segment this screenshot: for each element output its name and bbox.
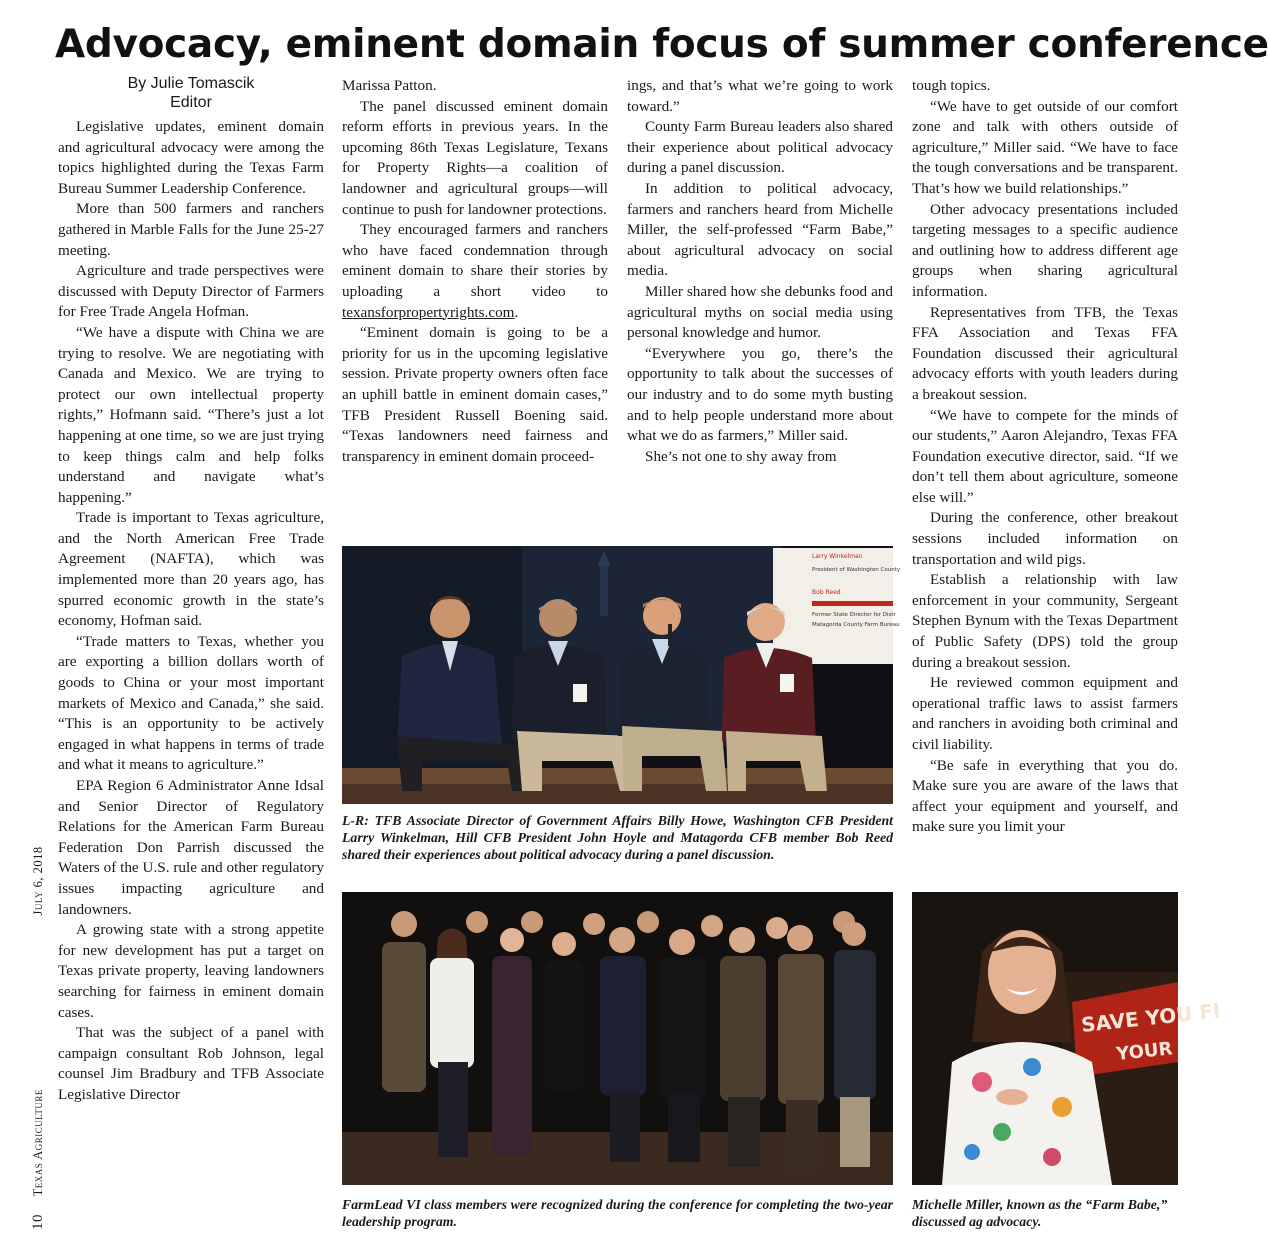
paragraph: “Trade matters to Texas, whether you are exporting a billion dollars worth of goods to China or your most important markets of Mexico and Canada,” she said. “This is an opportunity to be actively engaged in what happens in terms of trade and what it means to agriculture.” [58, 632, 324, 774]
paragraph: Legislative updates, eminent domain and agricultural advocacy were among the topics highlighted during the Texas Farm Bureau Summer Leadership Conference. [58, 118, 324, 197]
paragraph: “Everywhere you go, there’s the opportunity to talk about the successes of our industry and to do some myth busting and to help people understand more about what we do as farmers,” Miller said. [627, 344, 893, 445]
speaker-photo-caption: Michelle Miller, known as the “Farm Babe,” discussed ag advocacy. [912, 1197, 1168, 1229]
paragraph: “We have to compete for the minds of our students,” Aaron Alejandro, Texas FFA Foundation executive director, said. “If we don’t tell them about agriculture, someone else will.” [912, 406, 1178, 506]
article-column-4 [912, 76, 1178, 882]
article-column-1 [58, 117, 324, 1232]
paragraph: A growing state with a strong appetite for new development has put a target on Texas private property, leaving landowners searching for fairness in eminent domain cases. [58, 921, 324, 1021]
paragraph: Representatives from TFB, the Texas FFA Association and Texas FFA Foundation discussed their agricultural advocacy efforts with youth leaders during a breakout session. [912, 303, 1178, 403]
paragraph: More than 500 farmers and ranchers gathered in Marble Falls for the June 25-27 meeting. [58, 200, 324, 259]
screen-label-1: Larry Winkelman [812, 553, 863, 560]
headline: Advocacy, eminent domain focus of summer conference [55, 22, 1269, 67]
paragraph: They encouraged farmers and ranchers who have faced condemnation through eminent domain to share their stories by uploading a short video to texansforpropertyrights.com. [342, 221, 608, 321]
paragraph: “We have a dispute with China we are trying to resolve. We are negotiating with Canada and Mexico. We are trying to protect our own intellectual property rights,” Hofmann said. “There’s just a lot happening at one time, so we are just trying to keep things calm and help folks understand and navigate what’s happening.” [58, 323, 324, 506]
paragraph: Other advocacy presentations included targeting messages to a specific audience and outlining how to address different age groups when sharing agricultural information. [912, 200, 1178, 300]
issue-date: July 6, 2018 [31, 846, 45, 916]
article-column-2 [342, 76, 608, 534]
page-sidebar [30, 846, 47, 1230]
panel-discussion-photo [342, 546, 901, 804]
website-link[interactable]: texansforpropertyrights.com [342, 303, 515, 321]
paragraph: She’s not one to shy away from [645, 447, 837, 465]
paragraph: “We have to get outside of our comfort zone and talk with others outside of agriculture,” Miller said. “We have to face the tough conversations and be transparent. That’s how we build relationships.” [912, 97, 1178, 197]
screen-label-4: Former State Director for Distr [812, 612, 896, 618]
paragraph: “Be safe in everything that you do. Make sure you are aware of the laws that affect your equipment and yourself, and make sure you limit your [912, 756, 1178, 836]
panel-photo-caption: L-R: TFB Associate Director of Government Affairs Billy Howe, Washington CFB President Larry Winkelman, Hill CFB President John Hoyle and Matagorda CFB member Bob Reed shared their experiences about political advocacy during a panel discussion. [342, 813, 893, 862]
page-number: 10 [30, 1214, 46, 1230]
paragraph: tough topics. [912, 77, 991, 94]
screen-label-5: Matagorda County Farm Bureau [812, 622, 900, 628]
paragraph: “Eminent domain is going to be a priority for us in the upcoming legislative session. Private property owners often face an uphill battle in eminent domain cases,” TFB President Russell Boening said. “Texas landowners need fairness and transparency in eminent domain proceed- [342, 324, 608, 465]
paragraph: Marissa Patton. [342, 77, 437, 94]
paragraph: EPA Region 6 Administrator Anne Idsal and Senior Director of Regulatory Relations for the American Farm Bureau Federation Don Parrish discussed the Waters of the U.S. rule and other regulatory issues impacting agriculture and landowners. [58, 777, 324, 918]
front-row-people [382, 911, 876, 1170]
farmlead-group-photo [342, 892, 893, 1185]
byline-author: By Julie Tomascik [127, 75, 255, 92]
screen-label-2: President of Washington County [812, 567, 901, 573]
paragraph: Agriculture and trade perspectives were discussed with Deputy Director of Farmers for Free Trade Angela Hofman. [58, 262, 324, 321]
speaker-photo [912, 892, 1222, 1185]
paragraph: Establish a relationship with law enforcement in your community, Sergeant Stephen Bynum with the Texas Department of Public Safety (DPS) told the group during a breakout session. [912, 571, 1178, 671]
paragraph: He reviewed common equipment and operational traffic laws to assist farmers and ranchers in avoiding both criminal and civil liability. [912, 674, 1178, 753]
paragraph: County Farm Bureau leaders also shared their experience about political advocacy during a panel discussion. [627, 118, 893, 177]
article-column-3 [627, 76, 893, 534]
paragraph-text: They encouraged farmers and ranchers who have faced condemnation through eminent domain to share their stories by uploading a short video to [342, 221, 608, 300]
byline-title: Editor [170, 94, 212, 111]
byline [58, 74, 324, 112]
slide-text-1: SAVE YOU FI [1080, 998, 1222, 1037]
group-photo-caption: FarmLead VI class members were recognized during the conference for completing the two-year leadership program. [342, 1197, 893, 1229]
slide-text-2: YOUR [1115, 1038, 1174, 1065]
publication-name: Texas Agriculture [31, 1089, 45, 1197]
screen-label-3: Bob Reed [812, 589, 841, 596]
paragraph: In addition to political advocacy, farmers and ranchers heard from Michelle Miller, the self-professed “Farm Babe,” about agricultural advocacy on social media. [627, 179, 893, 280]
paragraph: Trade is important to Texas agriculture, and the North American Free Trade Agreement (NAFTA), which was implemented more than 20 years ago, has spurred economic growth in the state’s economy, Hofman said. [58, 509, 324, 630]
paragraph: That was the subject of a panel with campaign consultant Rob Johnson, legal counsel Jim Bradbury and TFB Associate Legislative Director [58, 1024, 324, 1103]
paragraph: The panel discussed eminent domain reform efforts in previous years. In the upcoming 86th Texas Legislature, Texans for Property Rights—a coalition of landowner and agricultural groups—will continue to push for landowner protections. [342, 97, 608, 218]
paragraph: Miller shared how she debunks food and agricultural myths on social media using personal knowledge and humor. [627, 282, 893, 342]
paragraph: ings, and that’s what we’re going to work toward.” [627, 77, 893, 115]
paragraph: During the conference, other breakout sessions included information on transportation and wild pigs. [912, 509, 1178, 568]
